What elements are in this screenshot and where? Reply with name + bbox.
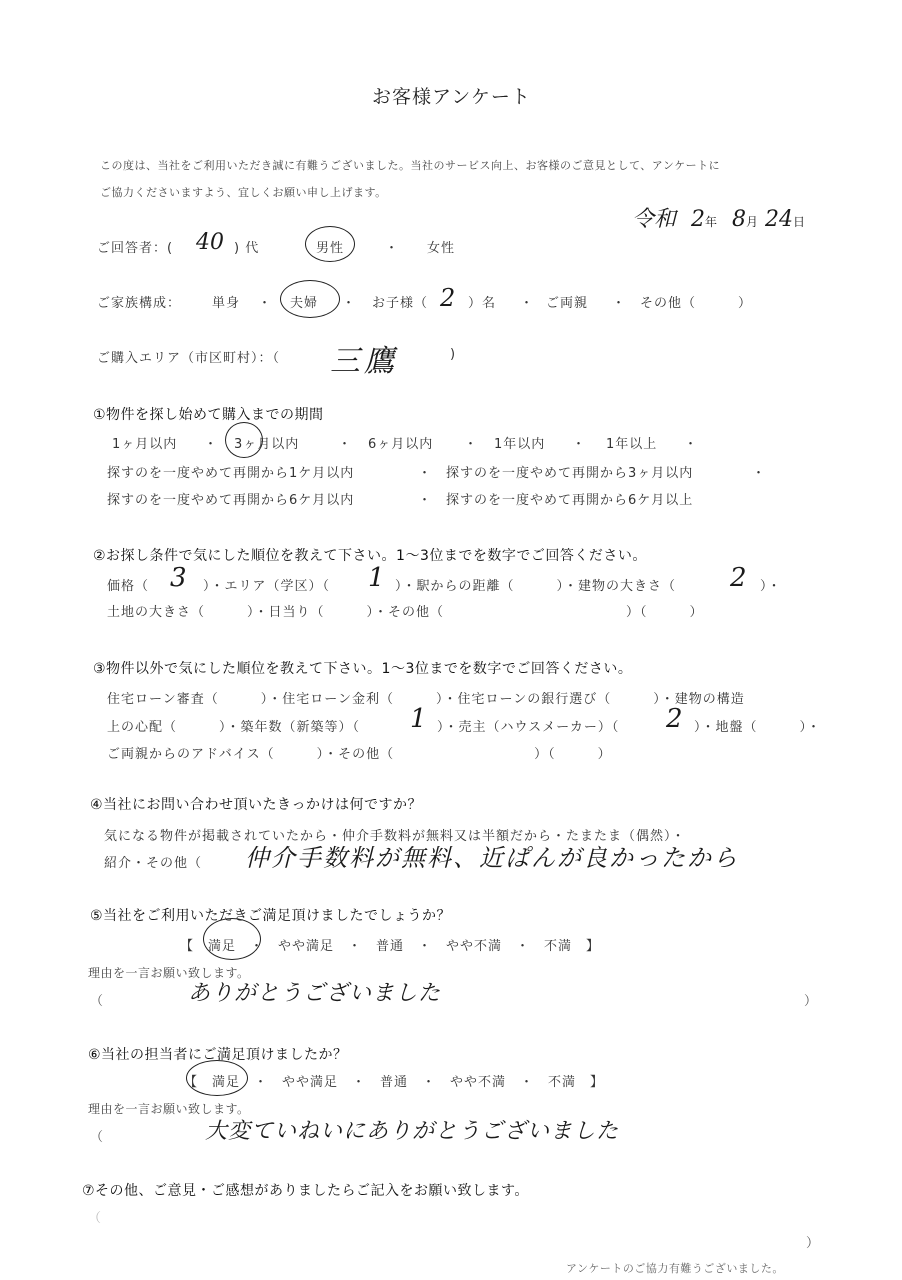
q6-open: （ xyxy=(90,1130,104,1145)
family-other: その他（ ） xyxy=(640,296,753,311)
date-day: 24 xyxy=(765,207,794,232)
family-couple: 夫婦 xyxy=(290,296,319,311)
q1-option-2: 3ヶ月以内 xyxy=(234,437,300,452)
q6-selection-circle xyxy=(186,1060,248,1096)
q4-line-2: 紹介・その他（ xyxy=(104,856,203,871)
couple-selection-circle xyxy=(280,280,340,318)
q4-heading: ④当社にお問い合わせ頂いたきっかけは何ですか？ xyxy=(90,797,423,813)
date-month-unit: 月 xyxy=(746,215,759,229)
q4-answer: 仲介手数料が無料、近ぱんが良かったから xyxy=(245,844,739,872)
q1-option-8: 探すのを一度やめて再開から6ケ月以内 xyxy=(107,493,355,508)
date-field xyxy=(632,202,805,233)
q7-heading: ⑦その他、ご意見・ご感想がありましたらご記入をお願い致します。 xyxy=(82,1183,529,1199)
area-value: 三鷹 xyxy=(330,344,398,379)
q3-heading: ③物件以外で気にした順位を教えて下さい。1～3位までを数字でご回答ください。 xyxy=(93,661,633,677)
q5-open: （ xyxy=(90,994,104,1009)
family-children-count: 2 xyxy=(440,284,456,312)
family-children-label: お子様（ xyxy=(372,296,429,311)
date-year: 2 xyxy=(691,207,706,232)
area-close: ) xyxy=(450,347,457,362)
q2-price-rank: 3 xyxy=(170,563,187,593)
q5-reason-label: 理由を一言お願い致します。 xyxy=(88,966,250,980)
q1-option-7: 探すのを一度やめて再開から3ヶ月以内 xyxy=(446,466,694,481)
family-children-unit: ）名 xyxy=(468,296,497,311)
q2-building-close: ）・ xyxy=(760,579,782,594)
intro-line-2: ご協力くださいますよう、宜しくお願い申し上げます。 xyxy=(100,186,387,199)
family-label: ご家族構成： xyxy=(97,296,182,311)
date-year-unit: 年 xyxy=(705,215,718,229)
q5-selection-circle xyxy=(203,918,261,960)
area-label: ご購入エリア（市区町村）：（ xyxy=(97,351,281,366)
respondent-female: 女性 xyxy=(427,241,456,256)
q2-station-label: ）・駅からの距離（ ）・建物の大きさ（ xyxy=(395,579,677,594)
intro-line-1: この度は、当社をご利用いただき誠に有難うございました。当社のサービス向上、お客様のご意見として、アンケートに xyxy=(100,159,721,172)
q2-line-2: 土地の大きさ（ ）・日当り（ ）・その他（ ）（ ） xyxy=(107,605,704,620)
q5-heading: ⑤当社をご利用いただきご満足頂けましたでしょうか？ xyxy=(90,908,452,924)
q2-heading: ②お探し条件で気にした順位を教えて下さい。1～3位までを数字でご回答ください。 xyxy=(93,548,647,564)
q6-heading: ⑥当社の担当者にご満足頂けましたか？ xyxy=(88,1047,348,1063)
respondent-label: ご回答者：( xyxy=(97,241,174,256)
q3-seller-rank: 2 xyxy=(666,704,683,734)
q3-line-2b: ）・売主（ハウスメーカー）（ xyxy=(437,720,620,735)
q1-heading: ①物件を探し始めて購入までの期間 xyxy=(93,407,324,423)
q7-close: ） xyxy=(806,1236,820,1251)
date-day-unit: 日 xyxy=(793,215,806,229)
respondent-age-unit: ) 代 xyxy=(234,241,260,256)
q3-line-3: ご両親からのアドバイス（ ）・その他（ ）（ ） xyxy=(107,747,612,762)
q5-answer: ありがとうございました xyxy=(188,981,442,1006)
q3-line-1: 住宅ローン審査（ ）・住宅ローン金利（ ）・住宅ローンの銀行選び（ ）・建物の構造 xyxy=(107,692,745,707)
q2-building-rank: 2 xyxy=(730,563,747,593)
q2-price-label: 価格（ xyxy=(107,579,150,594)
q5-close: ） xyxy=(804,994,818,1009)
q2-area-rank: 1 xyxy=(368,563,385,593)
q1-selection-circle xyxy=(225,422,263,458)
respondent-male: 男性 xyxy=(316,241,345,256)
q1-option-3: 6ヶ月以内 xyxy=(368,437,434,452)
q1-option-4: 1年以内 xyxy=(494,437,546,452)
q2-area-label: ）・エリア（学区）（ xyxy=(203,579,331,594)
q6-answer: 大変ていねいにありがとうございました xyxy=(205,1119,620,1144)
q3-line-2c: ）・地盤（ ）・ xyxy=(694,720,822,735)
date-month: 8 xyxy=(732,207,747,232)
family-single: 単身 xyxy=(212,296,241,311)
q1-option-6: 探すのを一度やめて再開から1ケ月以内 xyxy=(107,466,355,481)
family-parents: ご両親 xyxy=(546,296,589,311)
respondent-dot: ・ xyxy=(385,241,400,256)
footer-thanks: アンケートのご協力有難うございました。 xyxy=(566,1262,784,1275)
q1-option-1: 1ヶ月以内 xyxy=(112,437,178,452)
q6-reason-label: 理由を一言お願い致します。 xyxy=(88,1102,250,1116)
q5-options: 【 満足 ・ やや満足 ・ 普通 ・ やや不満 ・ 不満 】 xyxy=(180,939,601,954)
q6-options: 【 満足 ・ やや満足 ・ 普通 ・ やや不満 ・ 不満 】 xyxy=(184,1075,605,1090)
respondent-age: 40 xyxy=(196,230,224,255)
q3-line-2a: 上の心配（ ）・築年数（新築等）（ xyxy=(107,720,361,735)
male-selection-circle xyxy=(305,226,355,262)
q3-age-rank: 1 xyxy=(410,704,427,734)
q7-open: （ xyxy=(88,1211,102,1226)
date-era: 令和 xyxy=(632,207,677,232)
q1-option-9: 探すのを一度やめて再開から6ケ月以上 xyxy=(446,493,694,508)
q1-option-5: 1年以上 xyxy=(606,437,658,452)
form-title: お客様アンケート xyxy=(372,86,531,108)
q4-line-1: 気になる物件が掲載されていたから・仲介手数料が無料又は半額だから・たまたま（偶然）・ xyxy=(104,829,686,844)
